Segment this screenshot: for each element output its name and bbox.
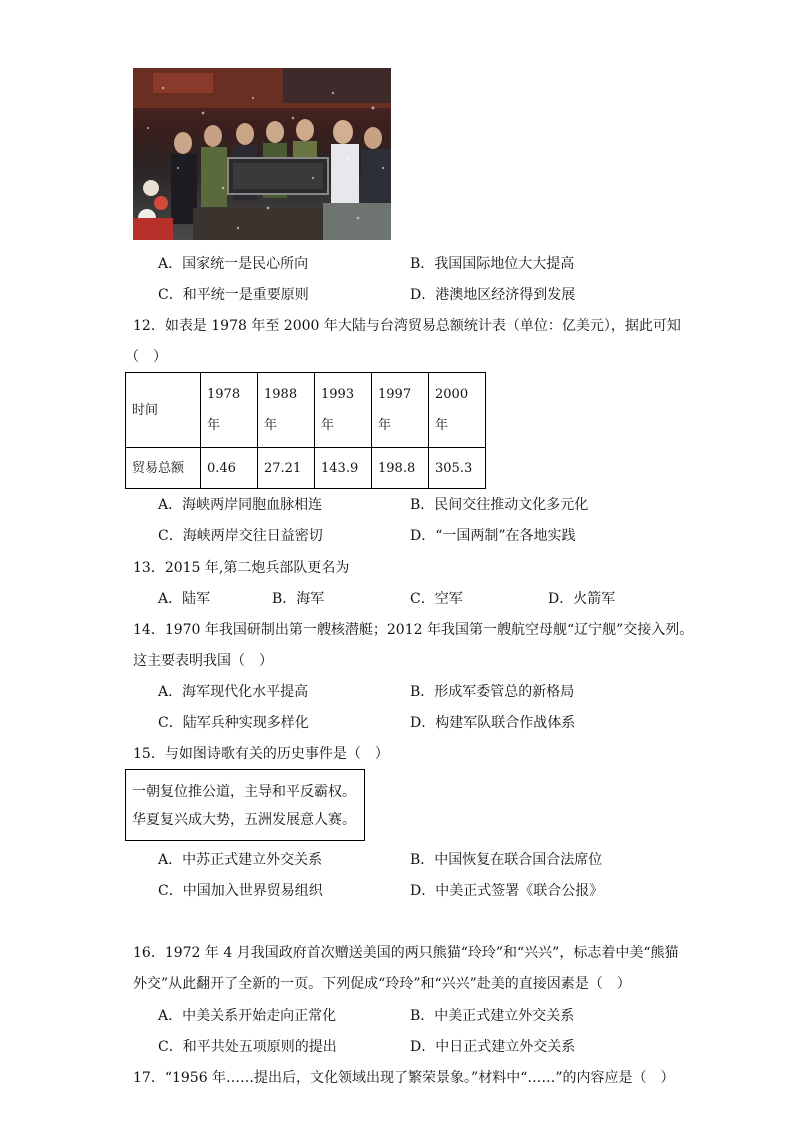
table-header-label: 时间	[126, 373, 201, 448]
q11-option-a[interactable]: A．国家统一是民心所向	[158, 256, 309, 272]
poem-line-1: 一朝复位推公道，主导和平反霸权。	[132, 784, 356, 800]
q13-option-a[interactable]: A．陆军	[158, 591, 211, 607]
q16-option-c[interactable]: C．和平共处五项原则的提出	[158, 1039, 337, 1055]
table-value-1978: 0.46	[201, 448, 258, 489]
q17-stem: 17．“1956 年……提出后，文化领域出现了繁荣景象。”材料中“……”的内容应是（ ）	[133, 1070, 675, 1086]
table-value-1993: 143.9	[315, 448, 372, 489]
ceremony-photo	[133, 68, 391, 240]
table-value-1997: 198.8	[372, 448, 429, 489]
table-year-1978: 1978 年	[201, 373, 258, 448]
q11-option-b[interactable]: B．我国国际地位大大提高	[410, 256, 575, 272]
q15-option-b[interactable]: B．中国恢复在联合国合法席位	[410, 852, 603, 868]
q12-option-c[interactable]: C．海峡两岸交往日益密切	[158, 528, 323, 544]
table-row-label: 贸易总额	[126, 448, 201, 489]
q11-option-d[interactable]: D．港澳地区经济得到发展	[410, 287, 576, 303]
q14-option-c[interactable]: C．陆军兵种实现多样化	[158, 715, 309, 731]
q15-option-c[interactable]: C．中国加入世界贸易组织	[158, 883, 323, 899]
q14-option-d[interactable]: D．构建军队联合作战体系	[410, 715, 576, 731]
q13-option-d[interactable]: D．火箭军	[548, 591, 616, 607]
q12-option-d[interactable]: D．“一国两制”在各地实践	[410, 528, 576, 544]
table-year-1988: 1988 年	[258, 373, 315, 448]
q14-stem-cont: 这主要表明我国（ ）	[133, 653, 273, 669]
q15-option-a[interactable]: A．中苏正式建立外交关系	[158, 852, 323, 868]
table-value-2000: 305.3	[429, 448, 486, 489]
q12-option-b[interactable]: B．民间交往推动文化多元化	[410, 497, 589, 513]
table-year-1997: 1997 年	[372, 373, 429, 448]
q12-option-a[interactable]: A．海峡两岸同胞血脉相连	[158, 497, 323, 513]
q15-stem: 15．与如图诗歌有关的历史事件是（ ）	[133, 746, 389, 762]
q13-option-c[interactable]: C．空军	[410, 591, 463, 607]
q15-option-d[interactable]: D．中美正式签署《联合公报》	[410, 883, 604, 899]
q16-stem-cont: 外交”从此翻开了全新的一页。下列促成“玲玲”和“兴兴”赴美的直接因素是（ ）	[133, 976, 631, 992]
q12-stem: 12．如表是 1978 年至 2000 年大陆与台湾贸易总额统计表（单位：亿美元），据此可知	[133, 318, 681, 334]
q14-option-a[interactable]: A．海军现代化水平提高	[158, 684, 309, 700]
table-year-1993: 1993 年	[315, 373, 372, 448]
q16-stem: 16．1972 年 4 月我国政府首次赠送美国的两只熊猫“玲玲”和“兴兴”，标志着中美“熊猫	[133, 945, 679, 961]
q13-option-b[interactable]: B．海军	[272, 591, 325, 607]
q13-stem: 13．2015 年,第二炮兵部队更名为	[133, 560, 350, 576]
poem-line-2: 华夏复兴成大势，五洲发展意人赛。	[132, 812, 356, 828]
q12-stem-bracket: （ ）	[125, 349, 167, 365]
trade-table	[125, 372, 486, 489]
poem-box	[125, 769, 365, 841]
q16-option-b[interactable]: B．中美正式建立外交关系	[410, 1008, 575, 1024]
table-year-2000: 2000 年	[429, 373, 486, 448]
q14-option-b[interactable]: B．形成军委管总的新格局	[410, 684, 575, 700]
q16-option-d[interactable]: D．中日正式建立外交关系	[410, 1039, 576, 1055]
photo-ceremony-icon	[133, 68, 391, 240]
q14-stem: 14．1970 年我国研制出第一艘核潜艇；2012 年我国第一艘航空母舰“辽宁舰”交接入列。	[133, 622, 694, 638]
q16-option-a[interactable]: A．中美关系开始走向正常化	[158, 1008, 337, 1024]
table-value-1988: 27.21	[258, 448, 315, 489]
q11-option-c[interactable]: C．和平统一是重要原则	[158, 287, 309, 303]
